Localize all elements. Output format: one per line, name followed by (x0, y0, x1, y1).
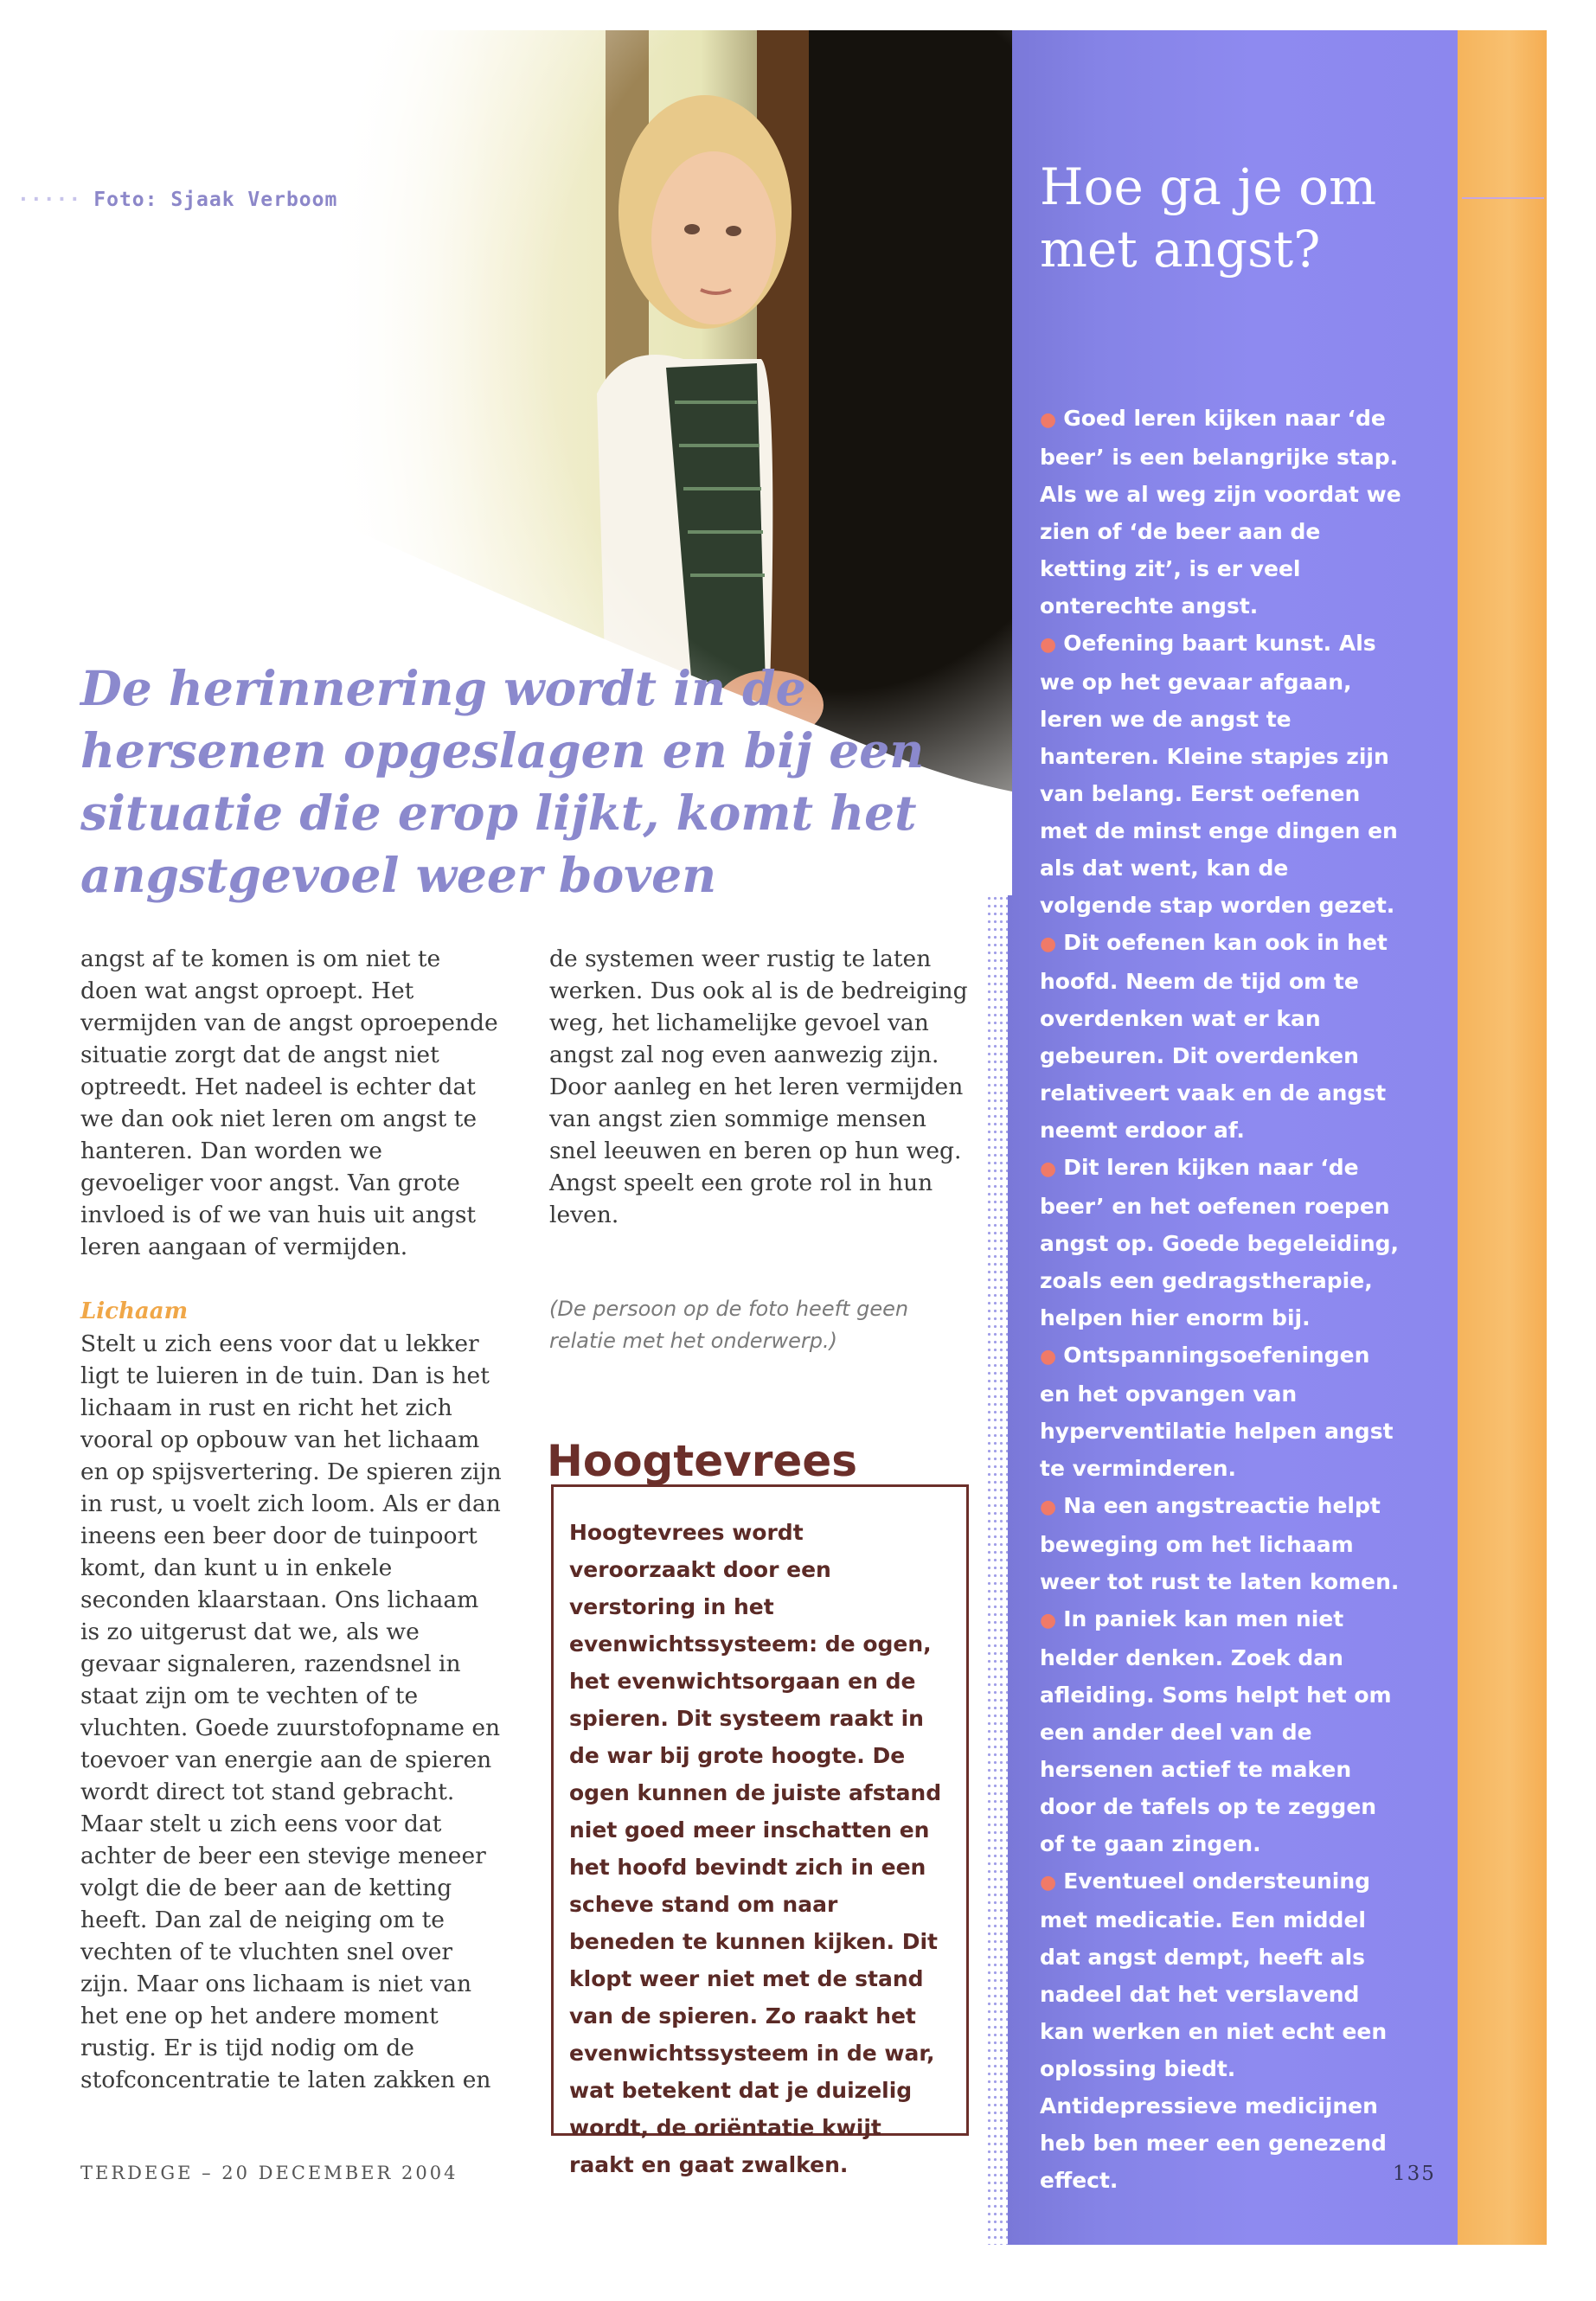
page-number: 135 (1393, 2163, 1436, 2185)
footer-publication: TERDEGE – 20 DECEMBER 2004 (80, 2163, 458, 2183)
tip-text: Oefening baart kunst. Als we op het gevaar afgaan, leren we de angst te hanteren. Kleine stapjes zijn van belang. Eerst oefenen met de minst enge dingen en als dat went, kan de volgende stap worden gezet. (1040, 631, 1398, 918)
subheading-lichaam: Lichaam (80, 1298, 189, 1324)
hoogtevrees-title: Hoogtevrees (547, 1436, 857, 1486)
photo-caption: (De persoon op de foto heeft geen relatie met het onderwerp.) (549, 1297, 909, 1353)
orange-side-strip (1453, 30, 1547, 2245)
sidebar-closing: Antidepressieve medicijnen heb ben meer een genezend effect. (1040, 2093, 1387, 2193)
article-column-1 (80, 943, 504, 2096)
tip-text: Eventueel ondersteuning met medicatie. Een middel dat angst dempt, heeft als nadeel dat het verslavend kan werken en niet echt een oplossing biedt. (1040, 1868, 1388, 2081)
tip-item (1040, 1862, 1403, 2087)
credit-dash-decoration: ····· (17, 189, 82, 211)
tip-item (1040, 1336, 1403, 1487)
tip-item (1040, 400, 1403, 625)
column1-paragraph: angst af te komen is om niet te doen wat angst oproept. Het vermijden van de angst oproepende situatie zorgt dat de angst niet optreedt. Het nadeel is echter dat we dan ook niet leren om angst te hanteren. Dan worden we gevoeliger voor angst. Van grote invloed is of we van huis uit angst leren aangaan of vermijden. (80, 945, 498, 1260)
bullet-dot-icon: ● (1040, 933, 1057, 955)
column1-paragraph: Maar stelt u zich eens voor dat achter de beer een stevige meneer volgt die de beer aan de ketting heeft. Dan zal de neiging om te vechten of te vluchten snel over zijn. Maar ons lichaam is niet van het ene op het andere moment rustig. Er is tijd nodig om de stofconcentratie te laten zakken en (80, 1811, 491, 2093)
article-column-2 (549, 943, 973, 1231)
bullet-dot-icon: ● (1040, 1610, 1057, 1631)
tip-item (1040, 1149, 1403, 1336)
bullet-dot-icon: ● (1040, 1158, 1057, 1180)
tip-text: Dit oefenen kan ook in het hoofd. Neem de tijd om te overdenken wat er kan gebeuren. Dit overdenken relativeert vaak en de angst neemt erdoor af. (1040, 930, 1388, 1143)
bullet-dot-icon: ● (1040, 1872, 1057, 1894)
bullet-dot-icon: ● (1040, 409, 1057, 431)
tip-text: Ontspanningsoefeningen en het opvangen van hyperventilatie helpen angst te verminderen. (1040, 1343, 1394, 1481)
column1-paragraph: Stelt u zich eens voor dat u lekker ligt te luieren in de tuin. Dan is het lichaam in rust en richt het zich vooral op opbouw van het lichaam en op spijsvertering. De spieren zijn in rust, u voelt zich loom. Als er dan ineens een beer door de tuinpoort komt, dan kunt u in enkele seconden klaarstaan. Ons lichaam is zo uitgerust dat we, als we gevaar signaleren, razendsnel in staat zijn om te vechten of te vluchten. Goede zuurstofopname en toevoer van energie aan de spieren wordt direct tot stand gebracht. (80, 1330, 502, 1805)
photo-credit (17, 189, 337, 211)
tip-text: Dit leren kijken naar ‘de beer’ en het oefenen roepen angst op. Goede begeleiding, zoals een gedragstherapie, helpen hier enorm bij. (1040, 1155, 1400, 1330)
column2-paragraph: de systemen weer rustig te laten werken. Dus ook al is de bedreiging weg, het lichamelijke gevoel van angst zal nog even aanwezig zijn. (549, 945, 968, 1068)
sidebar-tips-list (1040, 400, 1403, 2199)
tip-item (1040, 625, 1403, 924)
pull-quote: De herinnering wordt in de hersenen opgeslagen en bij een situatie die erop lijkt, komt het angstgevoel weer boven (80, 660, 925, 903)
column2-paragraph: Door aanleg en het leren vermijden van angst zien sommige mensen snel leeuwen en beren op hun weg. Angst speelt een grote rol in hun leven. (549, 1074, 964, 1228)
photo-credit-text: Foto: Sjaak Verboom (93, 189, 338, 211)
bullet-dot-icon: ● (1040, 1497, 1057, 1518)
bullet-dot-icon: ● (1040, 634, 1057, 656)
tip-item (1040, 924, 1403, 1149)
sidebar-title: Hoe ga je om met angst? (1040, 157, 1377, 279)
tip-item (1040, 1600, 1403, 1862)
tip-text: Na een angstreactie helpt beweging om het lichaam weer tot rust te laten komen. (1040, 1493, 1400, 1594)
bullet-dot-icon: ● (1040, 1346, 1057, 1368)
hoogtevrees-text: Hoogtevrees wordt veroorzaakt door een verstoring in het evenwichtssysteem: de ogen, het evenwichtsorgaan en de spieren. Dit systeem raakt in de war bij grote hoogte. De ogen kunnen de juiste afstand niet goed meer inschatten en het hoofd bevindt zich in een scheve stand om naar beneden te kunnen kijken. Dit klopt weer niet met de stand van de spieren. Zo raakt het evenwichtssysteem in de war, wat betekent dat je duizelig wordt, de oriëntatie kwijt raakt en gaat zwalken. (569, 1520, 942, 2177)
tip-item (1040, 1487, 1403, 1600)
sidebar-rule-line (1462, 197, 1544, 199)
tip-text: In paniek kan men niet helder denken. Zoek dan afleiding. Soms helpt het om een ander deel van de hersenen actief te maken door de tafels op te zeggen of te gaan zingen. (1040, 1606, 1392, 1856)
tip-text: Goed leren kijken naar ‘de beer’ is een belangrijke stap. Als we al weg zijn voordat we zien of ‘de beer aan de ketting zit’, is er veel onterechte angst. (1040, 406, 1401, 619)
